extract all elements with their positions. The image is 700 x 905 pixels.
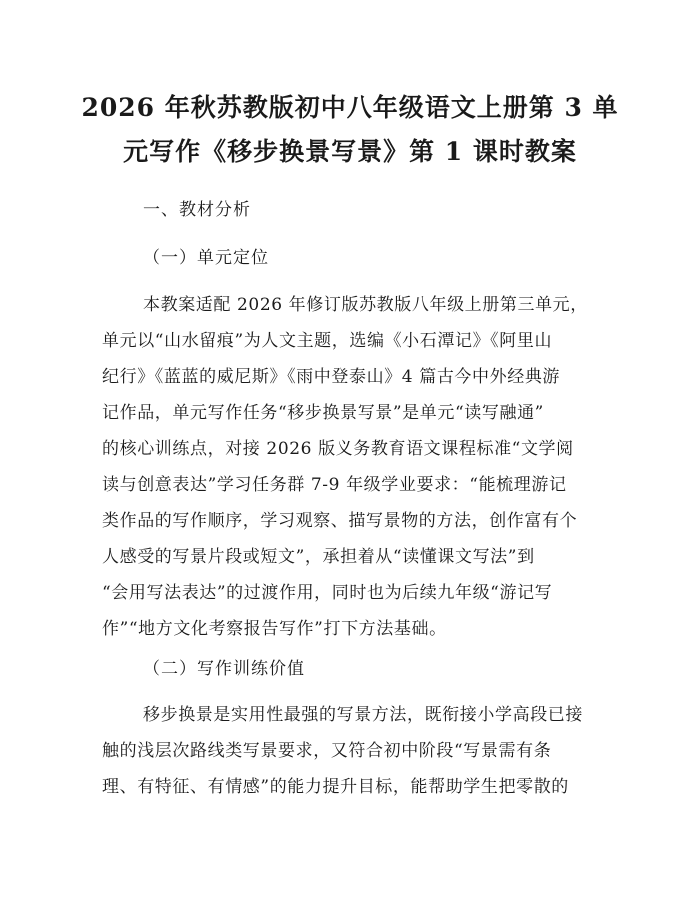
paragraph-line: 触的浅层次路线类写景要求，又符合初中阶段“写景需有条 [102,741,552,761]
paragraph-line: 类作品的写作顺序，学习观察、描写景物的方法，创作富有个 [102,511,578,531]
section-heading-teaching-material-analysis: 一、教材分析 [143,200,251,220]
document-title-line-2: 元写作《移步换景写景》第 1 课时教案 [123,137,577,166]
subsection-heading-writing-training-value: （二）写作训练价值 [143,659,305,679]
paragraph-line: 单元以“山水留痕”为人文主题，选编《小石潭记》《阿里山 [102,331,553,351]
paragraph-line: 纪行》《蓝蓝的威尼斯》《雨中登泰山》4 篇古今中外经典游 [102,367,561,387]
paragraph-line: 理、有特征、有情感”的能力提升目标，能帮助学生把零散的 [102,777,569,797]
paragraph-line: 记作品，单元写作任务“移步换景写景”是单元“读写融通” [102,403,544,423]
paragraph-line: 作”“地方文化考察报告写作”打下方法基础。 [102,619,447,639]
subsection-heading-unit-positioning: （一）单元定位 [143,248,269,268]
paragraph-line: 读与创意表达”学习任务群 7-9 年级学业要求：“能梳理游记 [102,475,567,495]
paragraph-line: 的核心训练点，对接 2026 版义务教育语文课程标准“文学阅 [102,439,574,459]
paragraph-line: 人感受的写景片段或短文”，承担着从“读懂课文写法”到 [102,547,535,567]
document-title-line-1: 2026 年秋苏教版初中八年级语文上册第 3 单 [81,93,619,122]
paragraph-line: 本教案适配 2026 年修订版苏教版八年级上册第三单元， [143,295,588,315]
paragraph-line: 移步换景是实用性最强的写景方法，既衔接小学高段已接 [143,705,583,725]
paragraph-line: “会用写法表达”的过渡作用，同时也为后续九年级“游记写 [102,583,553,603]
